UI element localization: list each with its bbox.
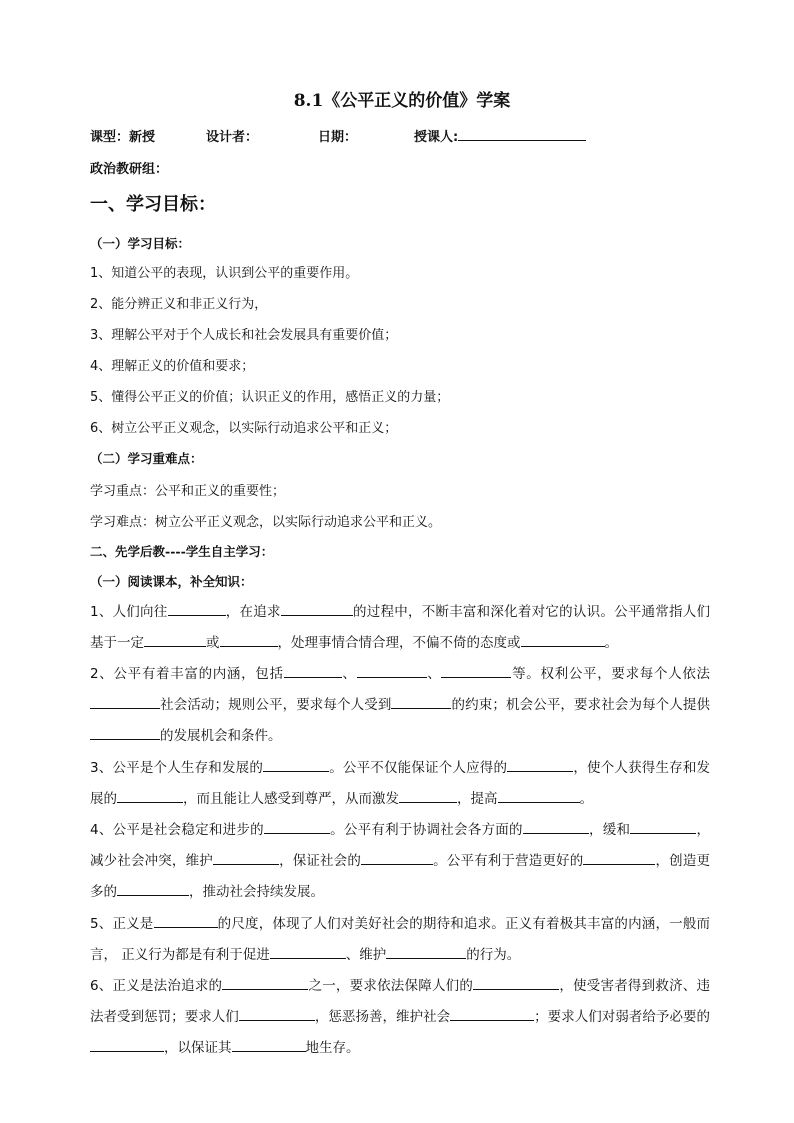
teacher-blank — [458, 126, 586, 141]
fill-blank[interactable] — [117, 788, 183, 803]
goal-item: 1、知道公平的表现，认识到公平的重要作用。 — [90, 266, 359, 281]
fill-blank[interactable] — [583, 850, 655, 865]
q6-text: ；要求人们对弱者给予必要的 — [534, 1009, 711, 1025]
fill-blank[interactable] — [232, 1037, 306, 1052]
q3-text: ，使个人获得生存和发展的 — [90, 760, 711, 807]
q1-text: 1、人们向往 — [90, 604, 168, 620]
fill-blank[interactable] — [630, 819, 696, 834]
designer-label: 设计者： — [206, 130, 259, 145]
fill-blank[interactable] — [507, 757, 573, 772]
q3-text: ，提高 — [457, 791, 498, 807]
goal-item: 4、理解正义的价值和要求； — [90, 359, 255, 374]
q6-text: ，以保证其 — [164, 1040, 232, 1056]
q4-text: 4、公平是社会稳定和进步的 — [90, 822, 264, 838]
q2-text: 、 — [426, 666, 442, 682]
reading-subtitle: （一）阅读课本，补全知识： — [90, 574, 253, 589]
teacher-label-text: 授课人: — [414, 130, 459, 145]
q5-text: 、维护 — [345, 947, 387, 963]
q2-text: 等。权利公平，要求每个人依法 — [511, 666, 711, 682]
q6-text: ，惩恶扬善，维护社会 — [314, 1009, 451, 1025]
page-title: 8.1《公平正义的价值》学案 — [293, 91, 511, 111]
fill-blank[interactable] — [263, 757, 329, 772]
fill-blank[interactable] — [386, 944, 466, 959]
goal-item: 5、懂得公平正义的价值；认识正义的作用，感悟正义的力量； — [90, 390, 450, 405]
q2-text: 的约束；机会公平，要求社会为每个人提供 — [451, 697, 711, 713]
fill-blank[interactable] — [284, 663, 342, 678]
fill-blank[interactable] — [270, 944, 346, 959]
q6-text: 之一，要求依法保障人们的 — [308, 978, 474, 994]
q3-text: 。公平不仅能保证个人应得的 — [329, 760, 508, 776]
fill-blank[interactable] — [441, 663, 511, 678]
question-4 — [90, 815, 710, 908]
fill-blank[interactable] — [523, 819, 589, 834]
q5-text: 5、正义是 — [90, 916, 154, 932]
q6-text: 地生存。 — [305, 1040, 360, 1056]
fill-blank[interactable] — [361, 850, 433, 865]
fill-blank[interactable] — [117, 881, 189, 896]
q3-text: ，而且能让人感受到尊严，从而激发 — [183, 791, 399, 807]
difficult-point: 学习难点：树立公平正义观念，以实际行动追求公平和正义。 — [90, 515, 442, 530]
fill-blank[interactable] — [473, 975, 559, 990]
fill-blank[interactable] — [521, 632, 605, 647]
question-3 — [90, 753, 710, 815]
goal-item: 3、理解公平对于个人成长和社会发展具有重要价值； — [90, 328, 398, 343]
fill-blank[interactable] — [357, 663, 427, 678]
q4-text: 。公平有利于营造更好的 — [433, 853, 584, 869]
question-6 — [90, 971, 710, 1064]
question-1 — [90, 597, 710, 659]
fill-blank[interactable] — [222, 975, 308, 990]
q6-text: ，使受害者得到救济、违法者受到惩罚；要求人们 — [90, 978, 711, 1025]
fill-blank[interactable] — [144, 632, 206, 647]
fill-blank[interactable] — [213, 850, 279, 865]
fill-blank[interactable] — [220, 632, 278, 647]
q4-text: ，保证社会的 — [278, 853, 361, 869]
q4-text: ，推动社会持续发展。 — [189, 884, 324, 900]
goals-subtitle: （一）学习目标： — [90, 236, 191, 251]
q3-text: 。 — [579, 791, 593, 807]
section-heading-selfstudy: 二、先学后教----学生自主学习： — [90, 544, 274, 559]
q3-text: 3、公平是个人生存和发展的 — [90, 760, 264, 776]
fill-blank[interactable] — [264, 819, 330, 834]
key-point: 学习重点：公平和正义的重要性； — [90, 484, 286, 499]
q4-text: ，创造更多的 — [90, 853, 710, 900]
fill-blank[interactable] — [154, 913, 218, 928]
goal-item: 6、树立公平正义观念，以实际行动追求公平和正义； — [90, 421, 398, 436]
q1-text: ，在追求 — [225, 604, 281, 620]
goal-item: 2、能分辨正义和非正义行为， — [90, 297, 268, 312]
fill-blank[interactable] — [450, 1006, 534, 1021]
fill-blank[interactable] — [281, 601, 353, 616]
fill-blank[interactable] — [90, 1037, 164, 1052]
fill-blank[interactable] — [391, 694, 451, 709]
q2-text: 社会活动；规则公平，要求每个人受到 — [160, 697, 392, 713]
q1-text: 的过程中，不断丰富和深化着对它的认识。公平通常指人们基于一定 — [90, 604, 711, 651]
q4-text: ，缓和 — [588, 822, 631, 838]
question-2 — [90, 659, 710, 752]
section-heading-goals: 一、学习目标： — [90, 194, 216, 215]
q6-text: 6、正义是法治追求的 — [90, 978, 223, 994]
q2-text: 2、公平有着丰富的内涵，包括 — [90, 666, 284, 682]
q5-text: 的行为。 — [466, 947, 521, 963]
q4-text: 。公平有利于协调社会各方面的 — [329, 822, 523, 838]
fill-blank[interactable] — [239, 1006, 315, 1021]
fill-blank[interactable] — [90, 694, 160, 709]
q1-text: ，处理事情合情合理，不偏不倚的态度或 — [277, 635, 521, 651]
q1-text: 。 — [604, 635, 618, 651]
lesson-type-label: 课型：新授 — [90, 130, 156, 145]
teacher-label — [414, 126, 458, 145]
key-points-subtitle: （二）学习重难点： — [90, 451, 203, 466]
q4-text: ，减少社会冲突，维护 — [90, 822, 711, 869]
date-label: 日期： — [318, 130, 358, 145]
question-5 — [90, 909, 710, 971]
fill-blank[interactable] — [168, 601, 226, 616]
group-label: 政治教研组： — [90, 162, 169, 177]
fill-blank[interactable] — [399, 788, 457, 803]
fill-blank[interactable] — [90, 725, 160, 740]
q1-text: 或 — [206, 635, 220, 651]
fill-blank[interactable] — [498, 788, 580, 803]
q5-text: 的尺度，体现了人们对美好社会的期待和追求。正义有着极其丰富的内涵，一般而言， 正义行为都是有利于促进 — [90, 916, 711, 963]
q2-text: 的发展机会和条件。 — [160, 728, 282, 744]
q2-text: 、 — [341, 666, 357, 682]
